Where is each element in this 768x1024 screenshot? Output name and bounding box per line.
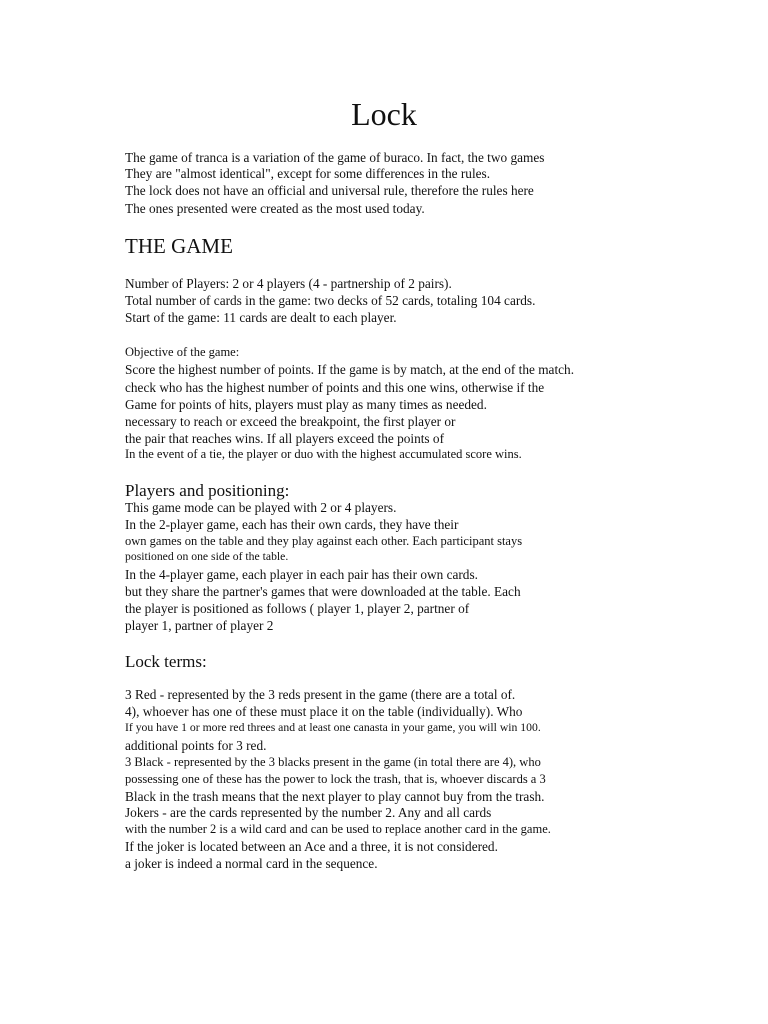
game-info-line: Total number of cards in the game: two decks of 52 cards, totaling 104 cards. xyxy=(125,293,536,308)
players-line: player 1, partner of player 2 xyxy=(125,618,274,633)
players-line: positioned on one side of the table. xyxy=(125,550,289,563)
terms-line: 3 Red - represented by the 3 reds present in the game (there are a total of. xyxy=(125,687,516,702)
terms-line: If the joker is located between an Ace and a three, it is not considered. xyxy=(125,839,498,854)
objective-line: necessary to reach or exceed the breakpoint, the first player or xyxy=(125,414,456,429)
intro-line: They are "almost identical", except for some differences in the rules. xyxy=(125,166,491,181)
objective-line: Game for points of hits, players must play as many times as needed. xyxy=(125,397,487,412)
objective-line: In the event of a tie, the player or duo with the highest accumulated score wins. xyxy=(125,447,522,461)
intro-line: The ones presented were created as the most used today. xyxy=(125,201,425,216)
terms-line: Jokers - are the cards represented by the number 2. Any and all cards xyxy=(125,805,492,820)
terms-line: If you have 1 or more red threes and at least one canasta in your game, you will win 100. xyxy=(125,721,541,734)
terms-line: possessing one of these has the power to lock the trash, that is, whoever discards a 3 xyxy=(125,772,546,786)
section-heading-terms: Lock terms: xyxy=(125,652,207,671)
players-line: own games on the table and they play against each other. Each participant stays xyxy=(125,534,523,548)
intro-line: The lock does not have an official and universal rule, therefore the rules here xyxy=(125,183,534,198)
section-heading-game: THE GAME xyxy=(125,234,233,258)
players-line: In the 2-player game, each has their own cards, they have their xyxy=(125,517,459,532)
page-title: Lock xyxy=(351,96,417,132)
objective-label: Objective of the game: xyxy=(125,345,240,359)
game-info-line: Start of the game: 11 cards are dealt to each player. xyxy=(125,310,397,325)
players-line: In the 4-player game, each player in each pair has their own cards. xyxy=(125,567,478,582)
players-line: but they share the partner's games that were downloaded at the table. Each xyxy=(125,584,521,599)
terms-line: Black in the trash means that the next player to play cannot buy from the trash. xyxy=(125,789,545,804)
terms-line: 4), whoever has one of these must place it on the table (individually). Who xyxy=(125,704,523,719)
players-line: the player is positioned as follows ( player 1, player 2, partner of xyxy=(125,601,470,616)
terms-line: additional points for 3 red. xyxy=(125,738,267,753)
players-line: This game mode can be played with 2 or 4 players. xyxy=(125,500,397,515)
terms-line: 3 Black - represented by the 3 blacks present in the game (in total there are 4), who xyxy=(125,755,541,769)
terms-line: with the number 2 is a wild card and can be used to replace another card in the game. xyxy=(125,822,551,836)
objective-line: check who has the highest number of points and this one wins, otherwise if the xyxy=(125,380,545,395)
terms-line: a joker is indeed a normal card in the sequence. xyxy=(125,856,378,871)
objective-line: Score the highest number of points. If the game is by match, at the end of the match. xyxy=(125,362,575,377)
section-heading-players: Players and positioning: xyxy=(125,481,290,500)
intro-line: The game of tranca is a variation of the game of buraco. In fact, the two games xyxy=(125,150,545,165)
game-info-line: Number of Players: 2 or 4 players (4 - partnership of 2 pairs). xyxy=(125,276,452,291)
objective-line: the pair that reaches wins. If all players exceed the points of xyxy=(125,431,445,446)
